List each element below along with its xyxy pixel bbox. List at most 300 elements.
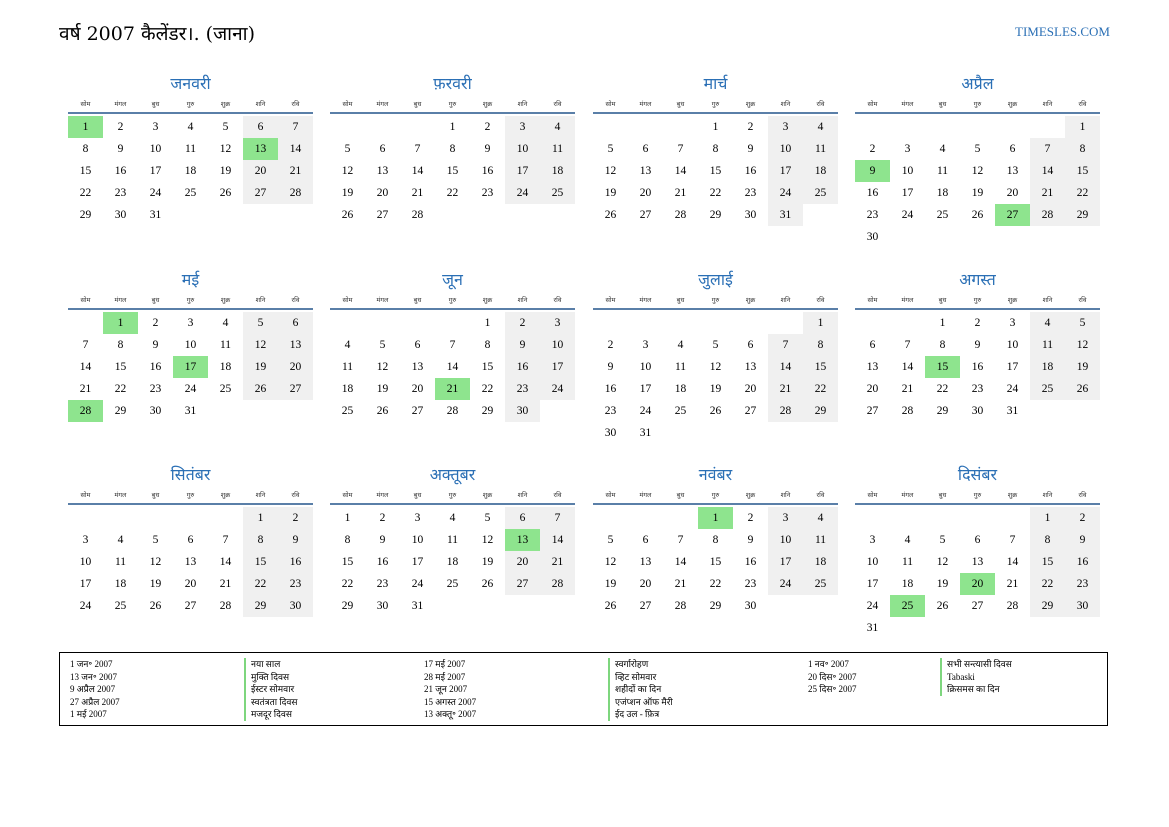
day-cells: [855, 312, 1100, 422]
day-cell: 25: [114, 600, 127, 612]
weekday-label: सोम: [80, 100, 91, 108]
legend-holiday-name: एजंप्शन ऑफ मैरी: [608, 696, 673, 709]
day-cell: 10: [505, 138, 540, 160]
day-cell: 18: [901, 578, 914, 590]
weekday-label: मंगल: [114, 296, 127, 304]
day-cell: 9: [747, 143, 754, 155]
day-cell: 28: [674, 209, 687, 221]
day-cell: 13: [184, 556, 197, 568]
weekday-label: गुरु: [186, 491, 195, 499]
weekday-header: [593, 292, 838, 310]
weekday-label: सोम: [342, 491, 353, 499]
weekday-label: शनि: [517, 491, 528, 499]
weekday-label: शुक्र: [745, 491, 756, 499]
day-cell: 15: [446, 165, 459, 177]
weekday-label: बुध: [413, 491, 422, 499]
day-cell: 28: [278, 182, 313, 204]
day-cell: 14: [674, 165, 687, 177]
day-cell: 6: [187, 534, 194, 546]
day-cell: 22: [446, 187, 459, 199]
day-cells: [68, 116, 313, 226]
holiday-day-cell: 20: [960, 573, 995, 595]
day-cell: 25: [803, 182, 838, 204]
empty-cell: [855, 312, 890, 334]
day-cell: 3: [414, 512, 421, 524]
day-cell: 21: [411, 187, 424, 199]
day-cell: 31: [866, 622, 879, 634]
day-cell: 5: [607, 143, 614, 155]
weekday-label: सोम: [605, 296, 616, 304]
empty-cell: [855, 116, 890, 138]
weekday-label: गुरु: [186, 296, 195, 304]
weekday-label: सोम: [80, 296, 91, 304]
day-cell: 21: [540, 551, 575, 573]
day-cell: 11: [901, 556, 914, 568]
day-cell: 7: [904, 339, 911, 351]
day-cell: 18: [341, 383, 354, 395]
month-block: [855, 72, 1100, 248]
day-cell: 3: [768, 507, 803, 529]
day-cell: 23: [376, 578, 389, 590]
day-cell: 4: [904, 534, 911, 546]
empty-cell: [435, 312, 470, 334]
day-cells: [855, 507, 1100, 639]
day-cell: 23: [149, 383, 162, 395]
day-cell: 13: [866, 361, 879, 373]
empty-cell: [733, 312, 768, 334]
day-cell: 20: [278, 356, 313, 378]
day-cell: 19: [709, 383, 722, 395]
day-cell: 30: [1065, 595, 1100, 617]
day-cell: 3: [505, 116, 540, 138]
day-cell: 3: [1009, 317, 1016, 329]
day-cell: 21: [219, 578, 232, 590]
weekday-label: सोम: [605, 100, 616, 108]
weekday-label: मंगल: [376, 296, 389, 304]
day-cell: 4: [803, 507, 838, 529]
day-cell: 17: [411, 556, 424, 568]
day-cell: 7: [82, 339, 89, 351]
day-cell: 17: [768, 160, 803, 182]
weekday-header: [593, 487, 838, 505]
empty-cell: [628, 507, 663, 529]
weekday-label: मंगल: [639, 296, 652, 304]
legend-holiday-name: सभी सन्त्यासी दिवस: [940, 658, 1012, 671]
month-block: [68, 463, 313, 617]
month-name: मई: [181, 270, 200, 289]
day-cell: 15: [709, 556, 722, 568]
day-cell: 4: [117, 534, 124, 546]
month-block: [855, 268, 1100, 422]
day-cell: 19: [481, 556, 494, 568]
day-cell: 24: [540, 378, 575, 400]
day-cell: 30: [149, 405, 162, 417]
day-cell: 10: [768, 529, 803, 551]
day-cell: 8: [1030, 529, 1065, 551]
month-block: [593, 268, 838, 444]
legend-names-3: [940, 658, 1012, 696]
day-cell: 18: [184, 165, 197, 177]
day-cell: 28: [901, 405, 914, 417]
day-cell: 25: [446, 578, 459, 590]
day-cell: 18: [936, 187, 949, 199]
day-cell: 30: [376, 600, 389, 612]
day-cell: 16: [376, 556, 389, 568]
day-cell: 29: [709, 209, 722, 221]
day-cell: 16: [866, 187, 879, 199]
day-cell: 25: [1030, 378, 1065, 400]
day-cell: 28: [540, 573, 575, 595]
day-cell: 22: [1030, 573, 1065, 595]
weekday-label: शुक्र: [745, 100, 756, 108]
day-cell: 24: [901, 209, 914, 221]
day-cell: 18: [114, 578, 127, 590]
day-cell: 26: [709, 405, 722, 417]
day-cell: 30: [114, 209, 127, 221]
day-cell: 17: [768, 551, 803, 573]
empty-cell: [995, 507, 1030, 529]
day-cell: 14: [1006, 556, 1019, 568]
day-cell: 30: [278, 595, 313, 617]
weekday-label: बुध: [676, 100, 685, 108]
day-cell: 18: [446, 556, 459, 568]
weekday-label: शुक्र: [482, 296, 493, 304]
empty-cell: [663, 116, 698, 138]
empty-cell: [208, 507, 243, 529]
day-cell: 21: [1006, 578, 1019, 590]
day-cell: 22: [709, 578, 722, 590]
empty-cell: [698, 312, 733, 334]
day-cell: 31: [149, 209, 162, 221]
day-cell: 11: [540, 138, 575, 160]
day-cell: 12: [481, 534, 494, 546]
weekday-label: शनि: [1042, 296, 1053, 304]
day-cell: 26: [481, 578, 494, 590]
day-cell: 23: [866, 209, 879, 221]
day-cell: 27: [744, 405, 757, 417]
day-cell: 6: [278, 312, 313, 334]
day-cell: 14: [768, 356, 803, 378]
weekday-label: सोम: [342, 296, 353, 304]
month-name: फ़रवरी: [433, 74, 472, 93]
empty-cell: [960, 507, 995, 529]
day-cell: 19: [219, 165, 232, 177]
holiday-day-cell: 1: [68, 116, 103, 138]
day-cell: 24: [1006, 383, 1019, 395]
weekday-label: बुध: [676, 491, 685, 499]
day-cell: 7: [677, 534, 684, 546]
day-cell: 26: [376, 405, 389, 417]
weekday-label: शुक्र: [220, 296, 231, 304]
weekday-label: रवि: [291, 100, 300, 108]
day-cell: 5: [607, 534, 614, 546]
weekday-label: गुरु: [448, 491, 457, 499]
day-cell: 21: [768, 378, 803, 400]
day-cell: 15: [709, 165, 722, 177]
day-cell: 6: [642, 534, 649, 546]
weekday-label: मंगल: [376, 100, 389, 108]
day-cell: 13: [411, 361, 424, 373]
day-cell: 10: [184, 339, 197, 351]
weekday-label: शुक्र: [482, 491, 493, 499]
weekday-label: बुध: [151, 491, 160, 499]
page-title: वर्ष 2007 कैलेंडर।. (जाना): [59, 23, 255, 45]
legend-date: 13 जन॰ 2007: [70, 671, 118, 682]
legend-date: 13 अक्तू॰ 2007: [424, 709, 477, 719]
legend-names-1: [244, 658, 298, 721]
day-cell: 27: [639, 600, 652, 612]
holiday-day-cell: 13: [505, 529, 540, 551]
day-cell: 11: [803, 529, 838, 551]
day-cell: 24: [768, 573, 803, 595]
day-cell: 8: [939, 339, 946, 351]
day-cell: 23: [604, 405, 617, 417]
weekday-label: शुक्र: [220, 100, 231, 108]
day-cell: 30: [744, 600, 757, 612]
weekday-label: रवि: [291, 296, 300, 304]
day-cell: 27: [184, 600, 197, 612]
weekday-label: मंगल: [114, 100, 127, 108]
day-cell: 4: [222, 317, 229, 329]
day-cell: 20: [866, 383, 879, 395]
day-cell: 17: [901, 187, 914, 199]
day-cell: 12: [936, 556, 949, 568]
day-cell: 20: [376, 187, 389, 199]
day-cell: 6: [243, 116, 278, 138]
empty-cell: [960, 116, 995, 138]
day-cell: 28: [1006, 600, 1019, 612]
day-cell: 6: [505, 507, 540, 529]
day-cell: 21: [1030, 182, 1065, 204]
day-cell: 2: [747, 512, 754, 524]
day-cell: 9: [747, 534, 754, 546]
empty-cell: [995, 116, 1030, 138]
weekday-label: गुरु: [711, 296, 720, 304]
legend-date: 25 दिस॰ 2007: [808, 684, 857, 694]
day-cell: 26: [243, 378, 278, 400]
day-cell: 22: [936, 383, 949, 395]
legend-holiday-name: मजदूर दिवस: [244, 708, 298, 721]
day-cell: 12: [604, 165, 617, 177]
weekday-label: मंगल: [114, 491, 127, 499]
day-cells: [593, 116, 838, 226]
day-cell: 17: [79, 578, 92, 590]
day-cell: 9: [607, 361, 614, 373]
day-cell: 5: [974, 143, 981, 155]
day-cell: 5: [1065, 312, 1100, 334]
holiday-day-cell: 25: [890, 595, 925, 617]
day-cell: 9: [505, 334, 540, 356]
day-cell: 28: [1030, 204, 1065, 226]
weekday-label: गुरु: [973, 296, 982, 304]
day-cell: 2: [152, 317, 159, 329]
day-cell: 31: [184, 405, 197, 417]
day-cell: 18: [1030, 356, 1065, 378]
weekday-label: गुरु: [711, 100, 720, 108]
day-cell: 1: [1065, 116, 1100, 138]
day-cell: 27: [411, 405, 424, 417]
legend-holiday-name: स्वर्गारोहण: [608, 658, 673, 671]
day-cell: 10: [639, 361, 652, 373]
day-cell: 6: [379, 143, 386, 155]
weekday-header: [330, 96, 575, 114]
day-cell: 26: [1065, 378, 1100, 400]
weekday-label: रवि: [816, 100, 825, 108]
weekday-label: बुध: [938, 296, 947, 304]
day-cell: 22: [114, 383, 127, 395]
day-cell: 12: [341, 165, 354, 177]
day-cells: [330, 116, 575, 226]
legend-dates-2: [424, 658, 476, 721]
weekday-label: गुरु: [448, 296, 457, 304]
empty-cell: [68, 507, 103, 529]
day-cell: 5: [484, 512, 491, 524]
day-cell: 24: [184, 383, 197, 395]
day-cell: 13: [278, 334, 313, 356]
day-cell: 7: [1009, 534, 1016, 546]
empty-cell: [925, 507, 960, 529]
day-cell: 22: [709, 187, 722, 199]
weekday-label: मंगल: [901, 491, 914, 499]
holiday-day-cell: 27: [995, 204, 1030, 226]
day-cell: 25: [674, 405, 687, 417]
day-cell: 7: [1030, 138, 1065, 160]
weekday-label: गुरु: [973, 100, 982, 108]
day-cell: 3: [642, 339, 649, 351]
day-cell: 19: [243, 356, 278, 378]
day-cell: 6: [1009, 143, 1016, 155]
month-block: [330, 268, 575, 422]
day-cell: 17: [505, 160, 540, 182]
weekday-header: [855, 487, 1100, 505]
legend-holiday-name: क्रिसमस का दिन: [940, 683, 1012, 696]
day-cell: 6: [974, 534, 981, 546]
weekday-label: रवि: [816, 491, 825, 499]
day-cell: 16: [505, 356, 540, 378]
weekday-label: बुध: [938, 491, 947, 499]
day-cell: 8: [243, 529, 278, 551]
day-cell: 14: [446, 361, 459, 373]
month-name: जनवरी: [170, 74, 211, 93]
day-cell: 18: [540, 160, 575, 182]
month-name: अगस्त: [959, 270, 996, 289]
day-cell: 1: [243, 507, 278, 529]
weekday-label: शनि: [1042, 491, 1053, 499]
month-name: मार्च: [703, 74, 728, 93]
day-cells: [593, 312, 838, 444]
day-cell: 6: [414, 339, 421, 351]
month-name: दिसंबर: [957, 465, 998, 484]
day-cell: 22: [243, 573, 278, 595]
day-cell: 2: [747, 121, 754, 133]
day-cell: 5: [712, 339, 719, 351]
weekday-label: शनि: [255, 491, 266, 499]
weekday-label: शनि: [780, 491, 791, 499]
day-cell: 5: [222, 121, 229, 133]
weekday-label: मंगल: [376, 491, 389, 499]
empty-cell: [890, 507, 925, 529]
day-cell: 2: [278, 507, 313, 529]
day-cell: 5: [344, 143, 351, 155]
empty-cell: [768, 312, 803, 334]
legend-holiday-name: ईस्टर सोमवार: [244, 683, 298, 696]
day-cell: 14: [219, 556, 232, 568]
holiday-day-cell: 1: [103, 312, 138, 334]
weekday-label: रवि: [553, 296, 562, 304]
day-cell: 21: [674, 187, 687, 199]
day-cell: 19: [149, 578, 162, 590]
day-cell: 12: [219, 143, 232, 155]
day-cell: 2: [607, 339, 614, 351]
day-cell: 2: [974, 317, 981, 329]
day-cell: 13: [971, 556, 984, 568]
day-cell: 19: [376, 383, 389, 395]
day-cell: 9: [278, 529, 313, 551]
day-cell: 12: [1065, 334, 1100, 356]
day-cell: 18: [803, 160, 838, 182]
day-cell: 2: [869, 143, 876, 155]
day-cell: 14: [901, 361, 914, 373]
legend-date: 1 मई 2007: [70, 709, 107, 719]
empty-cell: [103, 507, 138, 529]
month-block: [68, 268, 313, 422]
day-cell: 1: [484, 317, 491, 329]
legend-holiday-name: स्वतंत्रता दिवस: [244, 696, 298, 709]
day-cell: 19: [604, 578, 617, 590]
day-cell: 12: [149, 556, 162, 568]
holiday-legend: [59, 652, 1108, 726]
day-cell: 10: [866, 556, 879, 568]
day-cell: 15: [341, 556, 354, 568]
day-cell: 23: [744, 578, 757, 590]
day-cell: 10: [540, 334, 575, 356]
legend-holiday-name: शहीदों का दिन: [608, 683, 673, 696]
day-cell: 24: [411, 578, 424, 590]
day-cell: 4: [939, 143, 946, 155]
empty-cell: [593, 312, 628, 334]
day-cell: 3: [904, 143, 911, 155]
weekday-label: शनि: [780, 296, 791, 304]
day-cell: 10: [411, 534, 424, 546]
day-cell: 30: [866, 231, 879, 243]
site-link[interactable]: TIMESLES.COM: [1015, 24, 1110, 39]
weekday-label: शुक्र: [1007, 296, 1018, 304]
day-cell: 25: [540, 182, 575, 204]
day-cell: 17: [639, 383, 652, 395]
weekday-label: शुक्र: [745, 296, 756, 304]
day-cell: 6: [869, 339, 876, 351]
day-cell: 17: [1006, 361, 1019, 373]
legend-date: 15 अगस्त 2007: [424, 696, 477, 707]
day-cell: 8: [117, 339, 124, 351]
day-cell: 9: [1065, 529, 1100, 551]
legend-holiday-name: मुक्ति दिवस: [244, 671, 298, 684]
day-cell: 26: [149, 600, 162, 612]
day-cell: 14: [278, 138, 313, 160]
day-cell: 8: [82, 143, 89, 155]
day-cell: 23: [505, 378, 540, 400]
day-cells: [68, 312, 313, 422]
day-cell: 7: [222, 534, 229, 546]
day-cell: 30: [744, 209, 757, 221]
day-cell: 22: [481, 383, 494, 395]
holiday-day-cell: 9: [855, 160, 890, 182]
day-cell: 25: [803, 573, 838, 595]
legend-date: 9 अप्रैल 2007: [70, 684, 116, 694]
day-cell: 12: [709, 361, 722, 373]
day-cell: 12: [604, 556, 617, 568]
day-cells: [68, 507, 313, 617]
